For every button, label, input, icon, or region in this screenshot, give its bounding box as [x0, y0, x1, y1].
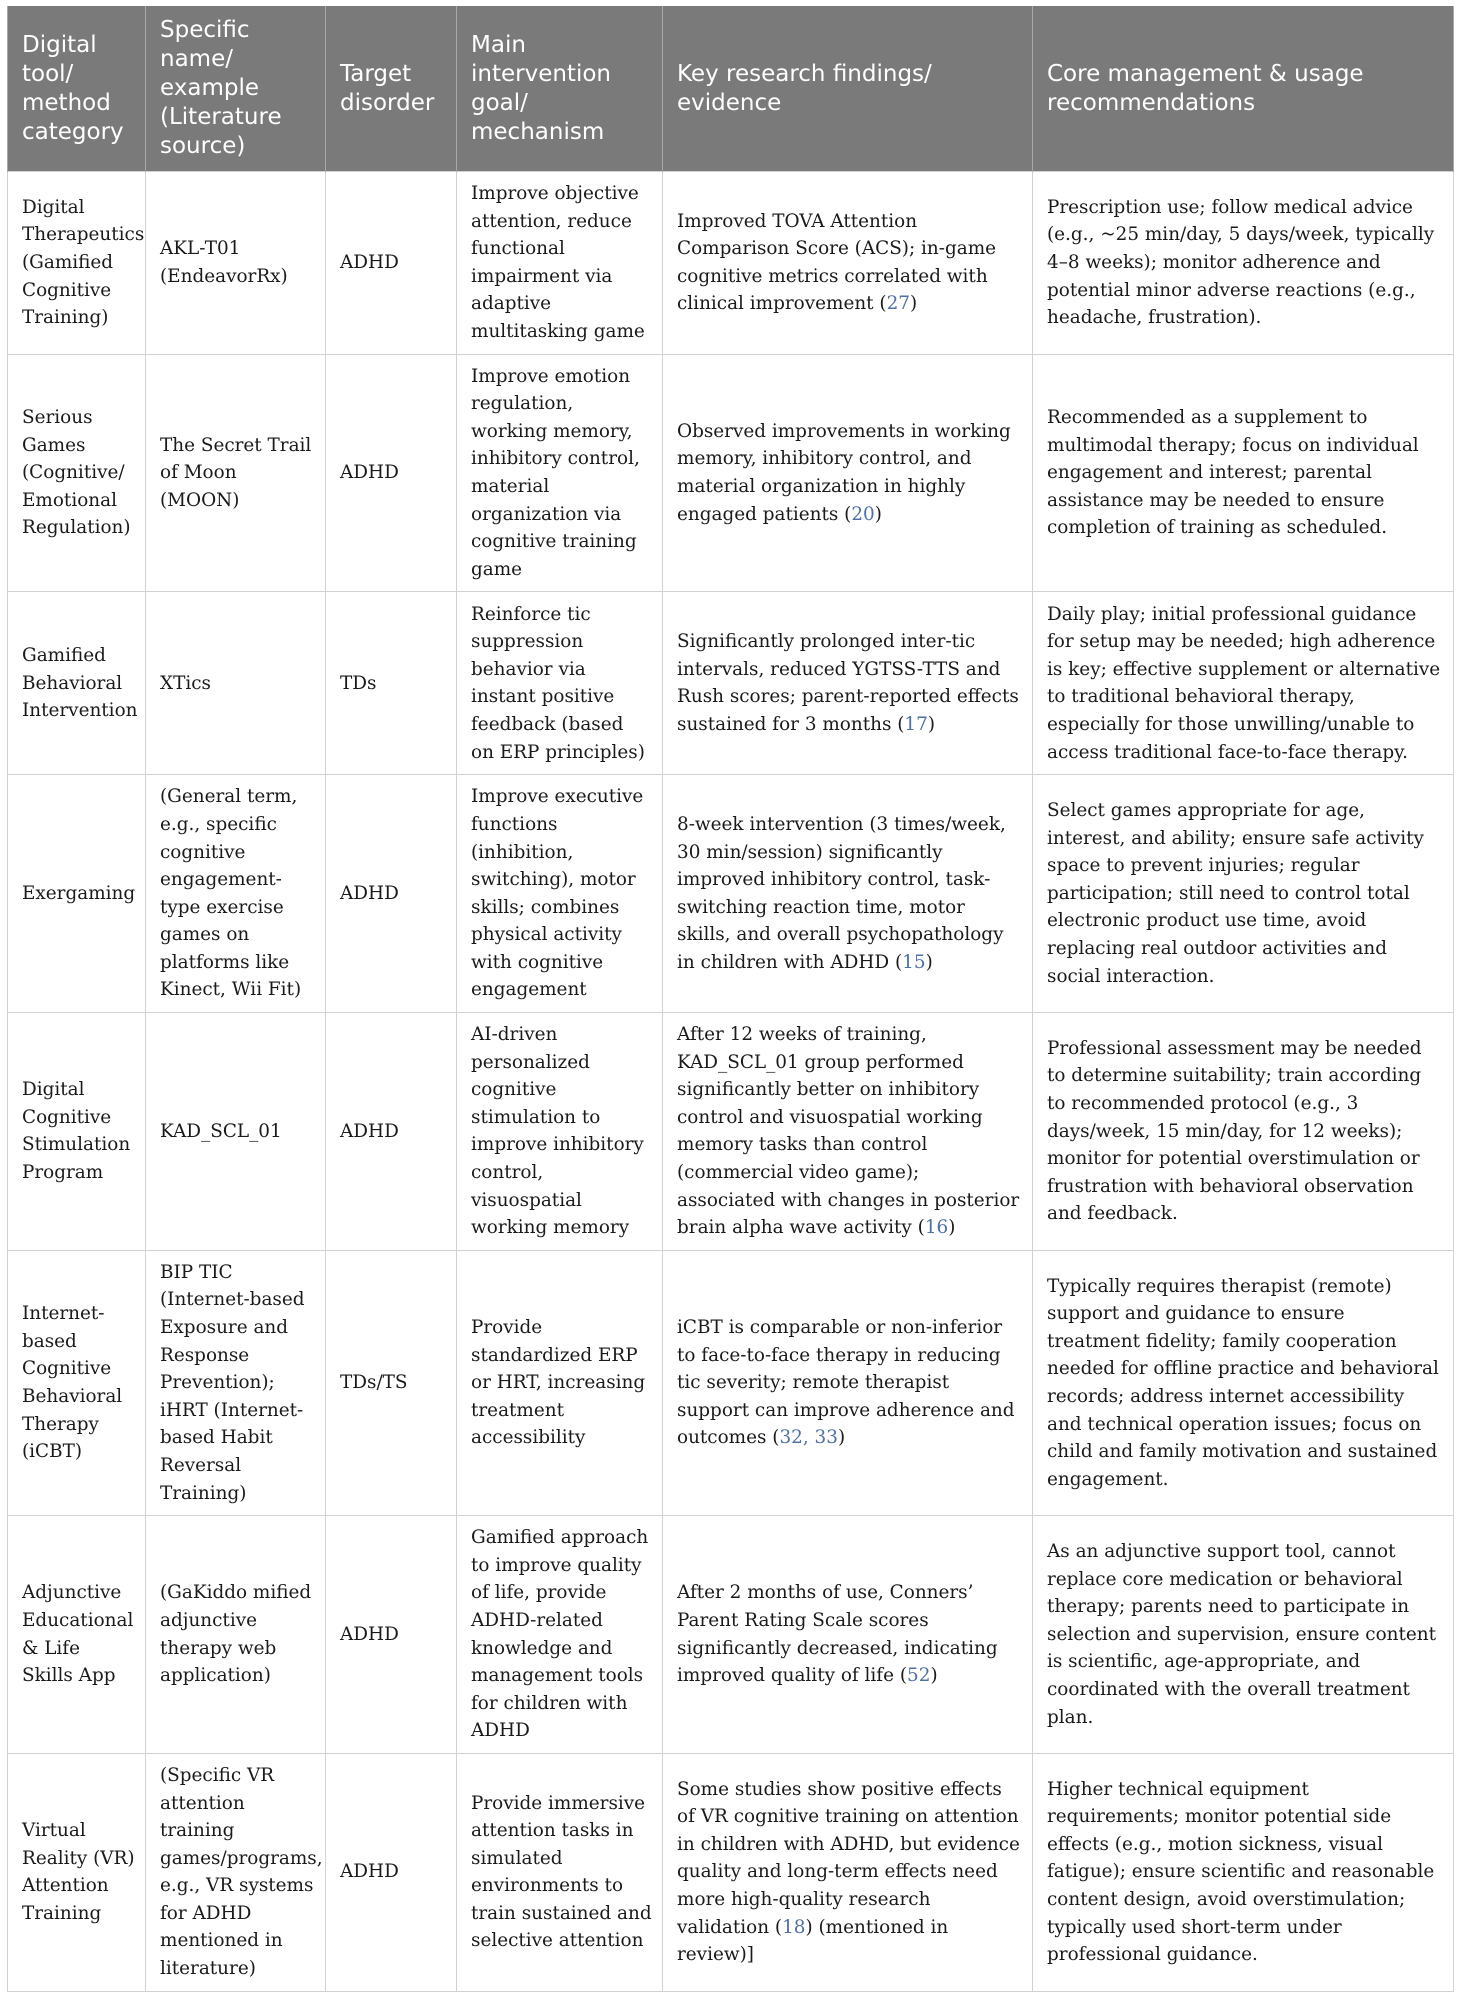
- findings-text: After 12 weeks of training, KAD_SCL_01 group performed significantly better on inhibitory control and visuospatial working memory tasks than control (commercial video game); associated with changes in posterior brain alpha wave activity (: [677, 1024, 1020, 1239]
- findings-text: Some studies show positive effects of VR cognitive training on attention in children with ADHD, but evidence quality and long-term effects need more high-quality research validation (: [677, 1778, 1020, 1938]
- cell-category: Adjunctive Educational & Life Skills App: [8, 1516, 146, 1754]
- header-findings: Key research findings/ evidence: [663, 6, 1033, 172]
- cell-disorder: ADHD: [326, 1013, 457, 1251]
- cell-findings: [663, 354, 1033, 592]
- cell-name: BIP TIC (Internet-based Exposure and Response Prevention); iHRT (Internet-based Habit Reversal Training): [146, 1250, 326, 1515]
- cell-recommendations: Recommended as a supplement to multimodal therapy; focus on individual engagement and interest; parental assistance may be needed to ensure completion of training as scheduled.: [1033, 354, 1454, 592]
- cell-findings: [663, 172, 1033, 355]
- cell-recommendations: Daily play; initial professional guidance for setup may be needed; high adherence is key; effective supplement or alternative to traditional behavioral therapy, especially for those unwilling/unable to access traditional face-to-face therapy.: [1033, 592, 1454, 775]
- cell-findings: [663, 1516, 1033, 1754]
- cell-name: The Secret Trail of Moon (MOON): [146, 354, 326, 592]
- findings-text-end: ): [930, 1665, 938, 1687]
- header-recommendations: Core management & usage recommendations: [1033, 6, 1454, 172]
- cell-goal: Improve objective attention, reduce functional impairment via adaptive multitasking game: [457, 172, 663, 355]
- findings-text: iCBT is comparable or non-inferior to face-to-face therapy in reducing tic severity; remote therapist support can improve adherence and outcomes (: [677, 1317, 1015, 1449]
- header-category: Digital tool/ method category: [8, 6, 146, 172]
- cell-goal: Provide immersive attention tasks in simulated environments to train sustained and selective attention: [457, 1753, 663, 1991]
- header-goal: Main intervention goal/ mechanism: [457, 6, 663, 172]
- cell-disorder: TDs: [326, 592, 457, 775]
- cell-category: Serious Games (Cognitive/ Emotional Regulation): [8, 354, 146, 592]
- cell-disorder: ADHD: [326, 172, 457, 355]
- findings-text-end: ): [948, 1217, 956, 1239]
- table-row: [8, 172, 1454, 355]
- header-name: Specific name/ example (Literature source): [146, 6, 326, 172]
- cell-recommendations: As an adjunctive support tool, cannot replace core medication or behavioral therapy; parents need to participate in selection and supervision, ensure content is scientific, age-appropriate, and coordinated with the overall treatment plan.: [1033, 1516, 1454, 1754]
- header-disorder: Target disorder: [326, 6, 457, 172]
- findings-text-end: ): [927, 713, 936, 735]
- findings-text-end: ): [837, 1427, 846, 1449]
- findings-text-end: ) (mentioned in review)]: [677, 1916, 949, 1966]
- findings-text: Improved TOVA Attention Comparison Score (ACS); in-game cognitive metrics correlated with clinical improvement (: [677, 210, 997, 315]
- table-row: [8, 354, 1454, 592]
- cell-category: Digital Cognitive Stimulation Program: [8, 1013, 146, 1251]
- cell-disorder: ADHD: [326, 775, 457, 1013]
- reference-link[interactable]: 20: [851, 503, 875, 525]
- cell-goal: AI-driven personalized cognitive stimulation to improve inhibitory control, visuospatial working memory: [457, 1013, 663, 1251]
- reference-link[interactable]: 52: [907, 1665, 931, 1687]
- cell-name: (Specific VR attention training games/programs, e.g., VR systems for ADHD mentioned in literature): [146, 1753, 326, 1991]
- cell-category: Digital Therapeutics (Gamified Cognitive Training): [8, 172, 146, 355]
- cell-disorder: ADHD: [326, 1516, 457, 1754]
- findings-text: 8-week intervention (3 times/week, 30 min/session) significantly improved inhibitory control, task-switching reaction time, motor skills, and overall psychopathology in children with ADHD (: [677, 813, 1006, 973]
- cell-disorder: ADHD: [326, 1753, 457, 1991]
- cell-findings: [663, 1753, 1033, 1991]
- table-row: [8, 1250, 1454, 1515]
- findings-text: Significantly prolonged inter-tic intervals, reduced YGTSS-TTS and Rush scores; parent-reported effects sustained for 3 months (: [677, 631, 1019, 735]
- findings-text: Observed improvements in working memory, inhibitory control, and material organization in highly engaged patients (: [677, 420, 1011, 525]
- cell-findings: [663, 775, 1033, 1013]
- table-row: [8, 1753, 1454, 1991]
- cell-name: XTics: [146, 592, 326, 775]
- reference-link[interactable]: 15: [902, 951, 926, 973]
- cell-category: Virtual Reality (VR) Attention Training: [8, 1753, 146, 1991]
- cell-disorder: TDs/TS: [326, 1250, 457, 1515]
- cell-name: KAD_SCL_01: [146, 1013, 326, 1251]
- table-container: [7, 6, 1453, 1992]
- cell-disorder: ADHD: [326, 354, 457, 592]
- cell-recommendations: Select games appropriate for age, interest, and ability; ensure safe activity space to prevent injuries; regular participation; still need to control total electronic product use time, avoid replacing real outdoor activities and social interaction.: [1033, 775, 1454, 1013]
- findings-text: After 2 months of use, Conners’ Parent Rating Scale scores significantly decreased, indicating improved quality of life (: [677, 1582, 998, 1687]
- reference-link[interactable]: 17: [904, 713, 928, 735]
- cell-recommendations: Higher technical equipment requirements; monitor potential side effects (e.g., motion sickness, visual fatigue); ensure scientific and reasonable content design, avoid overstimulation; typically used short-term under professional guidance.: [1033, 1753, 1454, 1991]
- table-row: [8, 775, 1454, 1013]
- cell-category: Internet-based Cognitive Behavioral Therapy (iCBT): [8, 1250, 146, 1515]
- table-header: [8, 6, 1454, 172]
- cell-name: (GaKiddo mified adjunctive therapy web application): [146, 1516, 326, 1754]
- table-row: [8, 1013, 1454, 1251]
- cell-name: AKL-T01 (EndeavorRx): [146, 172, 326, 355]
- table-row: [8, 592, 1454, 775]
- cell-goal: Improve emotion regulation, working memory, inhibitory control, material organization via cognitive training game: [457, 354, 663, 592]
- findings-text-end: ): [874, 503, 882, 525]
- reference-link[interactable]: 32, 33: [779, 1427, 838, 1449]
- cell-goal: Gamified approach to improve quality of life, provide ADHD-related knowledge and management tools for children with ADHD: [457, 1516, 663, 1754]
- cell-category: Gamified Behavioral Intervention: [8, 592, 146, 775]
- cell-recommendations: Prescription use; follow medical advice (e.g., ~25 min/day, 5 days/week, typically 4–8 weeks); monitor adherence and potential minor adverse reactions (e.g., headache, frustration).: [1033, 172, 1454, 355]
- table-body: [8, 172, 1454, 1992]
- cell-category: Exergaming: [8, 775, 146, 1013]
- cell-findings: [663, 1250, 1033, 1515]
- digital-tools-table: [7, 6, 1454, 1992]
- cell-recommendations: Typically requires therapist (remote) support and guidance to ensure treatment fidelity; family cooperation needed for offline practice and behavioral records; address internet accessibility and technical operation issues; focus on child and family motivation and sustained engagement.: [1033, 1250, 1454, 1515]
- cell-findings: [663, 1013, 1033, 1251]
- cell-goal: Reinforce tic suppression behavior via instant positive feedback (based on ERP principles): [457, 592, 663, 775]
- findings-text-end: ): [910, 293, 918, 315]
- table-row: [8, 1516, 1454, 1754]
- cell-goal: Improve executive functions (inhibition, switching), motor skills; combines physical activity with cognitive engagement: [457, 775, 663, 1013]
- header-row: [8, 6, 1454, 172]
- cell-goal: Provide standardized ERP or HRT, increasing treatment accessibility: [457, 1250, 663, 1515]
- reference-link[interactable]: 27: [886, 293, 910, 315]
- reference-link[interactable]: 16: [924, 1217, 949, 1239]
- reference-link[interactable]: 18: [782, 1916, 806, 1938]
- findings-text-end: ): [925, 951, 933, 973]
- cell-findings: [663, 592, 1033, 775]
- cell-name: (General term, e.g., specific cognitive engagement-type exercise games on platforms like Kinect, Wii Fit): [146, 775, 326, 1013]
- cell-recommendations: Professional assessment may be needed to determine suitability; train according to recommended protocol (e.g., 3 days/week, 15 min/day, for 12 weeks); monitor for potential overstimulation or frustration with behavioral observation and feedback.: [1033, 1013, 1454, 1251]
